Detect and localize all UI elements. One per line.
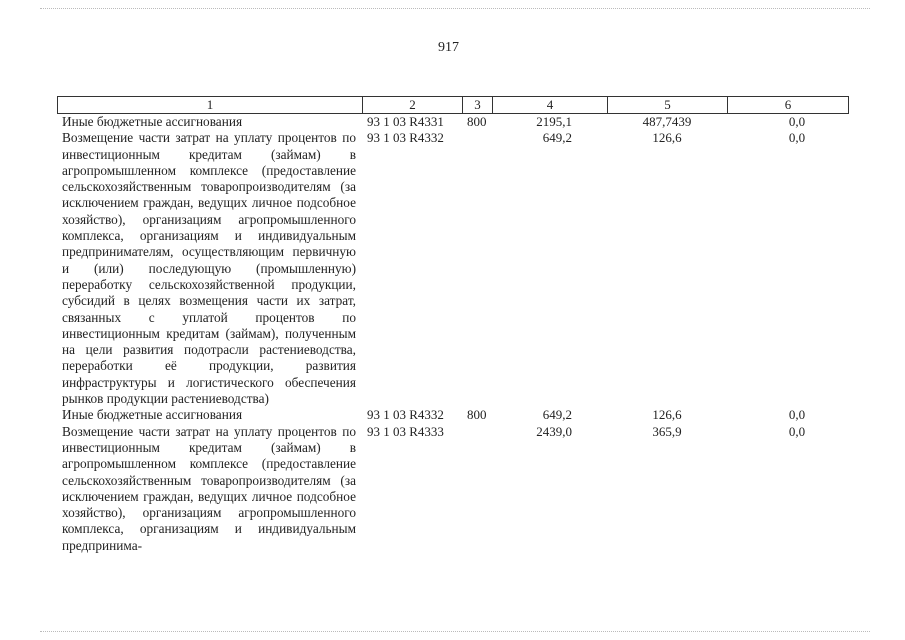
- row-group: 800: [467, 114, 487, 129]
- row-col5: 487,7439: [642, 114, 692, 129]
- table-row: [62, 407, 852, 423]
- row-code: 93 1 03 R4332: [367, 130, 444, 146]
- header-col-2: 2: [363, 97, 463, 113]
- table-row: [62, 130, 852, 407]
- header-col-3: 3: [463, 97, 493, 113]
- header-col-4: 4: [493, 97, 608, 113]
- row-col4: 2195,1: [536, 114, 572, 129]
- scan-top-edge: [40, 8, 870, 10]
- row-col5: 365,9: [652, 423, 682, 439]
- table-body: [62, 114, 852, 554]
- row-col4: 2439,0: [536, 423, 572, 439]
- table-header: [57, 96, 849, 114]
- row-code: 93 1 03 R4332: [367, 407, 444, 423]
- row-col6: 0,0: [788, 114, 806, 129]
- row-col6: 0,0: [788, 407, 806, 423]
- row-code: 93 1 03 R4333: [367, 423, 444, 439]
- header-col-1: 1: [58, 97, 363, 113]
- page-number: 917: [438, 40, 459, 55]
- table-row: [62, 114, 852, 130]
- row-col4: 649,2: [542, 407, 572, 423]
- header-col-5: 5: [608, 97, 728, 113]
- row-code: 93 1 03 R4331: [367, 114, 444, 129]
- row-description: Возмещение части затрат на уплату процентов по инвестиционным кредитам (займам) в агропромышленном комплексе (предоставление сельскохозяйственным товаропроизводителям (за исключением граждан, ведущих личное подсобное хозяйство), организациям агропромышленного комплекса, организациям и индивидуальным предпринима-: [62, 423, 356, 553]
- row-description: Возмещение части затрат на уплату процентов по инвестиционным кредитам (займам) в агропромышленном комплексе (предоставление сельскохозяйственным товаропроизводителям (за исключением граждан, ведущих личное подсобное хозяйство), организациям агропромышленного комплекса, организациям и индивидуальным предпринимателям, осуществляющим первичную и (или) последующую (промышленную) переработку сельскохозяйственной продукции, субсидий в целях возмещения части их затрат, связанных с уплатой процентов по инвестиционным кредитам (займам), полученным на цели развития подотрасли растениеводства, переработки её продукции, развития инфраструктуры и логистического обеспечения рынков продукции растениеводства): [62, 130, 356, 407]
- row-col4: 649,2: [542, 130, 572, 146]
- row-description: Иные бюджетные ассигнования: [62, 114, 243, 129]
- row-col6: 0,0: [788, 130, 806, 146]
- row-group: 800: [467, 407, 487, 423]
- table-row: [62, 424, 852, 554]
- row-description: Иные бюджетные ассигнования: [62, 407, 243, 423]
- row-col5: 126,6: [652, 130, 682, 146]
- header-col-6: 6: [784, 97, 792, 112]
- row-col6: 0,0: [788, 423, 806, 439]
- row-col5: 126,6: [652, 407, 682, 423]
- scan-bottom-edge: [40, 631, 870, 633]
